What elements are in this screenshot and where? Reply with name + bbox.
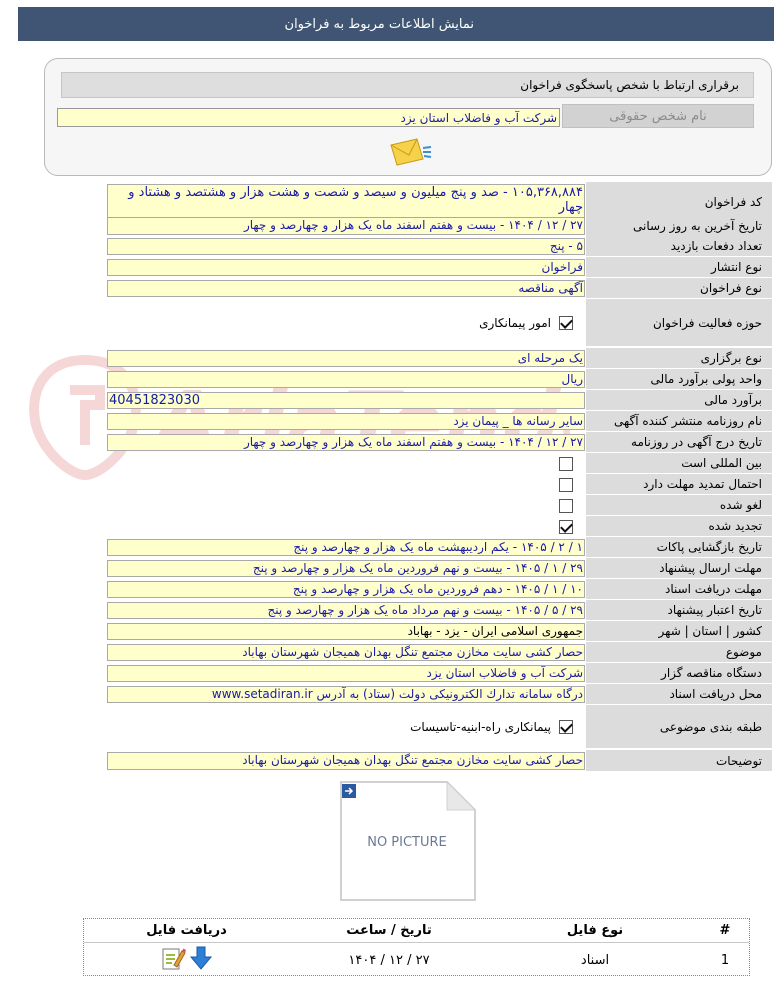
field-publish-type xyxy=(107,257,772,278)
field-extension xyxy=(107,474,772,495)
field-publish-type-label: نوع انتشار xyxy=(586,257,772,278)
field-cancelled-value xyxy=(107,497,585,514)
category-checkbox-text: پیمانکاری راه-ابنیه-تاسیسات xyxy=(410,719,551,734)
field-last-update-label: تاریخ آخرین به روز رسانی xyxy=(586,215,772,237)
field-newspaper-date xyxy=(107,432,772,453)
field-visits xyxy=(107,236,772,257)
field-docs-place xyxy=(107,684,772,705)
category-checkbox[interactable] xyxy=(559,720,573,734)
field-organizer xyxy=(107,663,772,684)
field-visits-value: ۵ - پنج xyxy=(107,238,585,255)
field-publish-type-value: فراخوان xyxy=(107,259,585,276)
files-table xyxy=(83,918,750,976)
field-renewed-value xyxy=(107,518,585,535)
legal-entity-row xyxy=(61,104,754,128)
field-cancelled xyxy=(107,495,772,516)
field-holding-type-value: یک مرحله ای xyxy=(107,350,585,367)
field-renewed xyxy=(107,516,772,537)
legal-entity-label: نام شخص حقوقی xyxy=(562,104,754,128)
field-holding-type xyxy=(107,348,772,369)
extension-checkbox[interactable] xyxy=(559,478,573,492)
field-subject-value: حصار کشی سایت مخازن مجتمع تنگل بهدان همیجان شهرستان بهاباد xyxy=(107,644,585,661)
field-docs-deadline-label: مهلت دریافت اسناد xyxy=(586,579,772,600)
field-location-label: کشور | استان | شهر xyxy=(586,621,772,642)
field-docs-place-value[interactable]: درگاه سامانه تدارك الکترونیکی دولت (ستاد) به آدرس www.setadiran.ir xyxy=(107,686,585,703)
col-date: تاریخ / ساعت xyxy=(346,923,432,938)
no-picture-text: NO PICTURE xyxy=(367,835,447,850)
field-holding-type-label: نوع برگزاری xyxy=(586,348,772,369)
no-picture-placeholder xyxy=(337,780,477,902)
field-extension-value xyxy=(107,476,585,493)
field-last-update xyxy=(107,215,772,237)
field-activity xyxy=(107,299,772,347)
activity-checkbox[interactable] xyxy=(559,316,573,330)
field-category-label: طبقه بندی موضوعی xyxy=(586,705,772,749)
row-date: ۲۷ / ۱۲ / ۱۴۰۴ xyxy=(348,952,430,968)
field-subject xyxy=(107,642,772,663)
col-type: نوع فایل xyxy=(566,923,624,938)
field-currency-value: ریال xyxy=(107,371,585,388)
field-notes-label: توضیحات xyxy=(586,750,772,772)
field-newspaper xyxy=(107,411,772,432)
field-last-update-value: ۲۷ / ۱۲ / ۱۴۰۴ - بیست و هفتم اسفند ماه یک هزار و چهارصد و چهار xyxy=(107,217,585,235)
renewed-checkbox[interactable] xyxy=(559,520,573,534)
field-submit-deadline-label: مهلت ارسال پیشنهاد xyxy=(586,558,772,579)
field-submit-deadline-value: ۲۹ / ۱ / ۱۴۰۵ - بیست و نهم فروردین ماه یک هزار و چهارصد و پنج xyxy=(107,560,585,577)
field-docs-deadline xyxy=(107,579,772,600)
field-envelope-open xyxy=(107,537,772,558)
field-newspaper-value: سایر رسانه ها _ پیمان یزد xyxy=(107,413,585,430)
field-newspaper-date-value: ۲۷ / ۱۲ / ۱۴۰۴ - بیست و هفتم اسفند ماه یک هزار و چهارصد و چهار xyxy=(107,434,585,451)
field-envelope-open-value: ۱ / ۲ / ۱۴۰۵ - یکم اردیبهشت ماه یک هزار و چهارصد و پنج xyxy=(107,539,585,556)
field-newspaper-date-label: تاریخ درج آگهی در روزنامه xyxy=(586,432,772,453)
field-call-type xyxy=(107,278,772,299)
field-docs-deadline-value: ۱۰ / ۱ / ۱۴۰۵ - دهم فروردین ماه یک هزار و چهارصد و پنج xyxy=(107,581,585,598)
field-organizer-label: دستگاه مناقصه گزار xyxy=(586,663,772,684)
col-download: دریافت فایل xyxy=(146,923,227,938)
field-estimate-label: برآورد مالی xyxy=(586,390,772,411)
field-cancelled-label: لغو شده xyxy=(586,495,772,516)
row-index: 1 xyxy=(720,952,730,968)
field-international-label: بین المللی است xyxy=(586,453,772,474)
field-docs-place-label: محل دریافت اسناد xyxy=(586,684,772,705)
activity-checkbox-text: امور پیمانکاری xyxy=(479,315,551,330)
field-validity xyxy=(107,600,772,621)
row-download xyxy=(84,945,289,975)
field-subject-label: موضوع xyxy=(586,642,772,663)
page-title: نمایش اطلاعات مربوط به فراخوان xyxy=(284,16,474,32)
legal-entity-value: شرکت آب و فاضلاب استان یزد xyxy=(57,108,560,127)
field-estimate xyxy=(107,390,772,411)
col-index: # xyxy=(719,923,731,938)
field-organizer-value: شرکت آب و فاضلاب استان یزد xyxy=(107,665,585,682)
field-code-label: کد فراخوان xyxy=(586,182,772,223)
field-envelope-open-label: تاریخ بازگشایی پاکات xyxy=(586,537,772,558)
field-code-value: ۱۰۵,۳۶۸,۸۸۴ - صد و پنج میلیون و سیصد و شصت و هشت هزار و هشتصد و هشتاد و چهار xyxy=(107,184,585,221)
field-category xyxy=(107,705,772,749)
international-checkbox[interactable] xyxy=(559,457,573,471)
download-icon[interactable] xyxy=(188,945,214,975)
field-call-type-label: نوع فراخوان xyxy=(586,278,772,299)
row-type: اسناد xyxy=(580,952,610,968)
page-header xyxy=(18,7,774,41)
field-validity-value: ۲۹ / ۵ / ۱۴۰۵ - بیست و نهم مرداد ماه یک هزار و چهارصد و پنج xyxy=(107,602,585,619)
envelope-icon[interactable] xyxy=(387,137,433,167)
field-call-type-value: آگهی مناقصه xyxy=(107,280,585,297)
field-location xyxy=(107,621,772,642)
field-activity-value xyxy=(107,301,585,345)
field-activity-label: حوزه فعالیت فراخوان xyxy=(586,299,772,347)
field-submit-deadline xyxy=(107,558,772,579)
field-extension-label: احتمال تمدید مهلت دارد xyxy=(586,474,772,495)
field-notes-value: حصار کشی سایت مخازن مجتمع تنگل بهدان همیجان شهرستان بهاباد xyxy=(107,752,585,770)
field-currency-label: واحد پولی برآورد مالی xyxy=(586,369,772,390)
field-validity-label: تاریخ اعتبار پیشنهاد xyxy=(586,600,772,621)
edit-document-icon[interactable] xyxy=(160,945,186,975)
field-category-value xyxy=(107,707,585,747)
field-currency xyxy=(107,369,772,390)
field-notes xyxy=(107,750,772,772)
field-international-value xyxy=(107,455,585,472)
contact-panel xyxy=(44,58,772,176)
contact-panel-title: برقراری ارتباط با شخص پاسخگوی فراخوان xyxy=(61,72,754,98)
field-visits-label: تعداد دفعات بازدید xyxy=(586,236,772,257)
table-row xyxy=(84,944,749,976)
field-newspaper-label: نام روزنامه منتشر کننده آگهی xyxy=(586,411,772,432)
files-table-header xyxy=(84,919,749,943)
field-location-value: جمهوری اسلامی ایران - یزد - بهاباد xyxy=(107,623,585,640)
field-international xyxy=(107,453,772,474)
field-renewed-label: تجدید شده xyxy=(586,516,772,537)
cancelled-checkbox[interactable] xyxy=(559,499,573,513)
field-estimate-value: 40451823030 xyxy=(107,392,585,409)
